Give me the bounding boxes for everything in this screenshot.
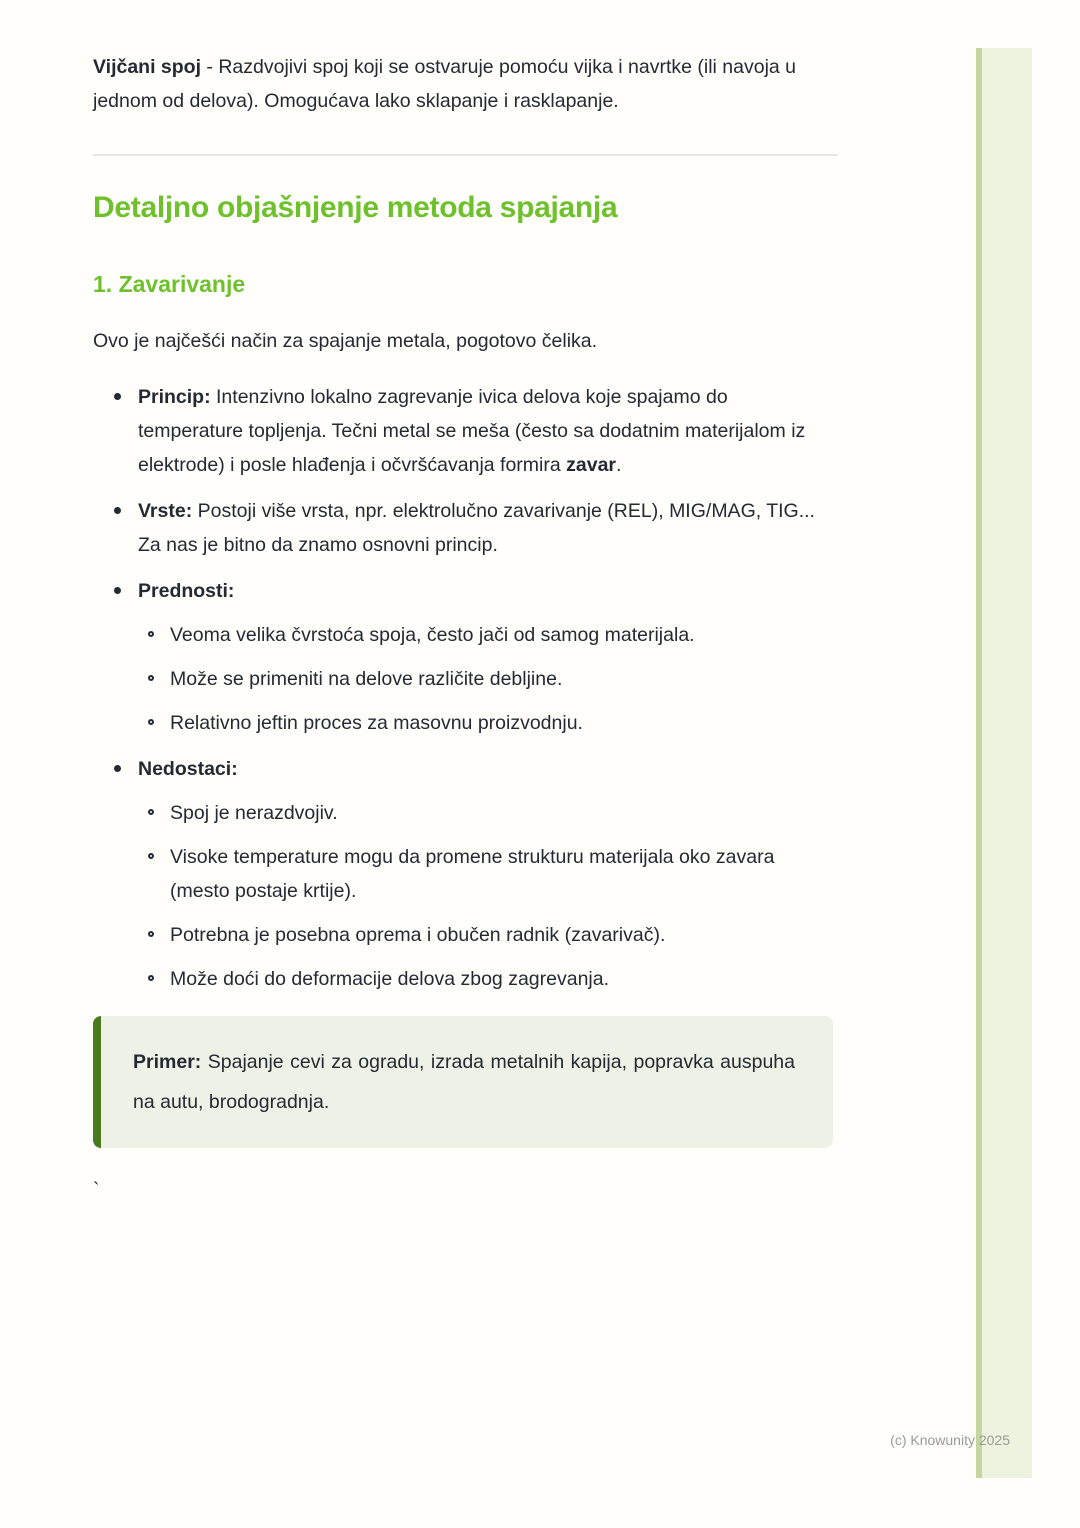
list-item-prednosti [106, 574, 838, 740]
bullet-dot-icon [114, 587, 121, 594]
section-heading: Detaljno objašnjenje metoda spajanja [93, 191, 618, 224]
sub-list-item [138, 706, 838, 740]
bullet-circle-icon [148, 931, 154, 937]
sub-list-item [138, 618, 838, 652]
sub-list-item-text: Može doći do deformacije delova zbog zagrevanja. [170, 968, 610, 990]
methods-list [93, 380, 838, 996]
sub-list-item [138, 840, 838, 908]
list-item-bold-word: zavar [566, 454, 616, 476]
bullet-circle-icon [148, 975, 154, 981]
list-item-label: Vrste: [138, 500, 193, 522]
section-divider [93, 154, 838, 156]
bullet-circle-icon [148, 853, 154, 859]
list-item-nedostaci [106, 752, 838, 996]
list-item-text: Postoji više vrsta, npr. elektrolučno zavarivanje (REL), MIG/MAG, TIG... Za nas je bitno da znamo osnovni princip. [138, 500, 815, 556]
intro-text: - Razdvojivi spoj koji se ostvaruje pomoću vijka i navrtke (ili navoja u jednom od delova). Omogućava lako sklapanje i rasklapanje. [93, 56, 797, 112]
intro-paragraph [93, 50, 838, 118]
copyright-note: (c) Knowunity 2025 [890, 1432, 1010, 1448]
sub-list-item-text: Veoma velika čvrstoća spoja, često jači od samog materijala. [170, 624, 695, 646]
side-accent-panel [982, 48, 1032, 1478]
lead-paragraph: Ovo je najčešći način za spajanje metala, pogotovo čelika. [93, 330, 598, 352]
document-content [93, 0, 838, 1208]
sub-list-item [138, 662, 838, 696]
list-item-label: Prednosti: [138, 580, 235, 602]
subsection-heading: 1. Zavarivanje [93, 271, 246, 297]
sub-list-item-text: Potrebna je posebna oprema i obučen radnik (zavarivač). [170, 924, 666, 946]
sub-list-item [138, 962, 838, 996]
sub-list-item [138, 796, 838, 830]
bullet-dot-icon [114, 393, 121, 400]
list-item-vrste [106, 494, 838, 562]
bullet-circle-icon [148, 809, 154, 815]
sub-list-item-text: Može se primeniti na delove različite debljine. [170, 668, 563, 690]
sub-list-item [138, 918, 838, 952]
sub-list-item-text: Spoj je nerazdvojiv. [170, 802, 338, 824]
bullet-dot-icon [114, 507, 121, 514]
list-item-princip [106, 380, 838, 482]
callout-text: Spajanje cevi za ogradu, izrada metalnih kapija, popravka auspuha na autu, brodogradnja. [133, 1051, 795, 1113]
bullet-circle-icon [148, 719, 154, 725]
list-item-text-end: . [616, 454, 622, 476]
sub-list-item-text: Relativno jeftin proces za masovnu proizvodnju. [170, 712, 583, 734]
sub-list-item-text: Visoke temperature mogu da promene strukturu materijala oko zavara (mesto postaje krtije). [170, 846, 775, 902]
nedostaci-sublist [138, 796, 838, 996]
list-item-text: Intenzivno lokalno zagrevanje ivica delova koje spajamo do temperature topljenja. Tečni metal se meša (često sa dodatnim materijalom iz elektrode) i posle hlađenja i očvršćavanja formira [138, 386, 806, 476]
prednosti-sublist [138, 618, 838, 740]
bullet-circle-icon [148, 675, 154, 681]
stray-character: ` [93, 1180, 100, 1201]
intro-term: Vijčani spoj [93, 56, 202, 78]
example-callout [93, 1016, 833, 1148]
bullet-dot-icon [114, 765, 121, 772]
callout-label: Primer: [133, 1051, 202, 1073]
list-item-label: Princip: [138, 386, 211, 408]
list-item-label: Nedostaci: [138, 758, 238, 780]
bullet-circle-icon [148, 631, 154, 637]
callout-paragraph [133, 1042, 795, 1122]
